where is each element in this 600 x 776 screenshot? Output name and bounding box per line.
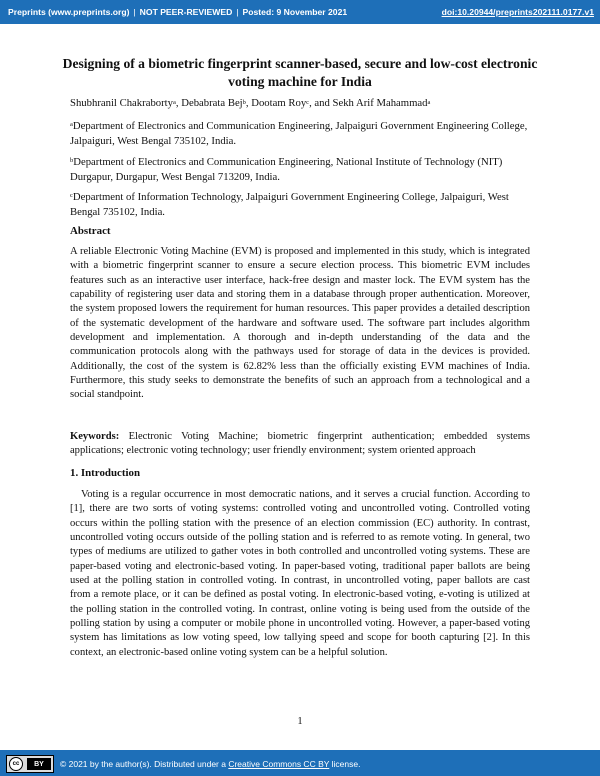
peer-review-status: NOT PEER-REVIEWED bbox=[139, 7, 233, 17]
affiliation-marker: c bbox=[70, 192, 73, 199]
abstract-text: A reliable Electronic Voting Machine (EVM) is proposed and implemented in this study, which is integrated with a biometric fingerprint scanner to ensure a secure election process. This biometric EVM includes features such as an interactive user interface, hack-free design and master lock. The EVM system has the capability of registering user data and storing them in a database through proper authentication. Moreover, the system proposed lowers the requirement for human resources. This paper provides a detailed description of the systematic development of the hardware and software used. The software part includes algorithm development and implementation. A thorough and in-depth understanding of the data and the communication protocols along with the pathways used for storage of data in the devices is provided. Additionally, the cost of the system is 62.82% less than the officially existing EVM machines of India. Furthermore, this study seeks to demonstrate the benefits of such an approach from a technological and a social standpoint. bbox=[70, 246, 530, 401]
license-notice bbox=[60, 759, 360, 769]
posted-date: Posted: 9 November 2021 bbox=[242, 7, 348, 17]
header-left bbox=[8, 7, 347, 17]
abstract-heading: Abstract bbox=[70, 225, 111, 237]
cc-by-badge-icon[interactable] bbox=[6, 755, 54, 773]
affiliation-marker: a bbox=[70, 121, 73, 128]
affiliation-c bbox=[70, 190, 530, 219]
preprint-header-bar bbox=[0, 0, 600, 24]
license-prefix: © 2021 by the author(s). Distributed under a bbox=[60, 759, 229, 769]
paper-title: Designing of a biometric fingerprint scanner-based, secure and low-cost electronic voting machine for India bbox=[62, 56, 538, 89]
author-name: Dootam Roy bbox=[251, 97, 307, 109]
author-affiliation-marker: c bbox=[306, 99, 310, 106]
affiliation-text: Department of Electronics and Communication Engineering, Jalpaiguri Government Engineering College, Jalpaiguri, West Bengal 735102, India. bbox=[70, 120, 528, 147]
by-label: BY bbox=[27, 758, 51, 770]
header-separator: | bbox=[236, 7, 239, 17]
keywords-label: Keywords: bbox=[70, 431, 120, 442]
header-separator: | bbox=[133, 7, 136, 17]
author-separator: , bbox=[175, 97, 182, 109]
license-link[interactable]: Creative Commons CC BY bbox=[228, 759, 330, 769]
affiliation-a bbox=[70, 119, 530, 148]
affiliation-b bbox=[70, 155, 530, 184]
doi-link[interactable]: doi:10.20944/preprints202111.0177.v1 bbox=[441, 7, 594, 17]
author-affiliation-marker: a bbox=[427, 99, 431, 106]
affiliation-marker: b bbox=[70, 157, 74, 164]
author-separator: , bbox=[245, 97, 252, 109]
author-name: Shubhranil Chakraborty bbox=[70, 97, 173, 109]
preprints-link[interactable]: Preprints (www.preprints.org) bbox=[8, 7, 130, 17]
introduction-text: Voting is a regular occurrence in most democratic nations, and it serves a crucial function. According to [1], there are two sorts of voting systems: controlled voting and uncontrolled voting. Controlled voting occurs within the polling station with the presence of an election commission (EC) authority. In contrast, uncontrolled voting occurs outside of the polling station and is referred to as remote voting. In general, two types of mediums are utilized to gather votes in both controlled and uncontrolled voting systems. These are paper-based voting and electronic-based voting. In paper-based voting, traditional paper ballots are being used at the polling station in controlled voting. In contrast, in uncontrolled voting, paper ballots are cast from a remote place, or it can be defined as postal voting. In electronic-based voting, e-voting is utilized at the polling station in the controlled voting. In contrast, online voting is being used from the outside of the polling station by using a computer or mobile phone in uncontrolled voting. However, a paper-based voting system has limitations as low voting speed, low tallying speed and scope for booth capturing [2]. In this context, an electronic-based online voting system can be a helpful solution. bbox=[70, 489, 530, 658]
author-list bbox=[70, 97, 430, 110]
affiliation-text: Department of Information Technology, Jalpaiguri Government Engineering College, Jalpaiguri, West Bengal 735102, India. bbox=[70, 191, 509, 218]
author-name: Sekh Arif Mahammad bbox=[332, 97, 428, 109]
keywords-section bbox=[70, 430, 530, 459]
cc-logo-icon: cc bbox=[9, 757, 23, 771]
page-number: 1 bbox=[297, 716, 303, 727]
keywords-text: Electronic Voting Machine; biometric fingerprint authentication; embedded systems applications; electronic voting technology; user friendly environment; system oriented approach bbox=[70, 431, 530, 457]
license-footer-bar bbox=[0, 750, 600, 776]
introduction-heading: 1. Introduction bbox=[70, 467, 140, 479]
author-affiliation-marker: b bbox=[242, 99, 246, 106]
author-affiliation-marker: a bbox=[173, 99, 176, 106]
author-name: Debabrata Bej bbox=[181, 97, 243, 109]
author-separator: , and bbox=[309, 97, 333, 109]
affiliation-text: Department of Electronics and Communication Engineering, National Institute of Technology (NIT) Durgapur, Durgapur, West Bengal 713209, India. bbox=[70, 156, 503, 183]
license-suffix: license. bbox=[329, 759, 361, 769]
